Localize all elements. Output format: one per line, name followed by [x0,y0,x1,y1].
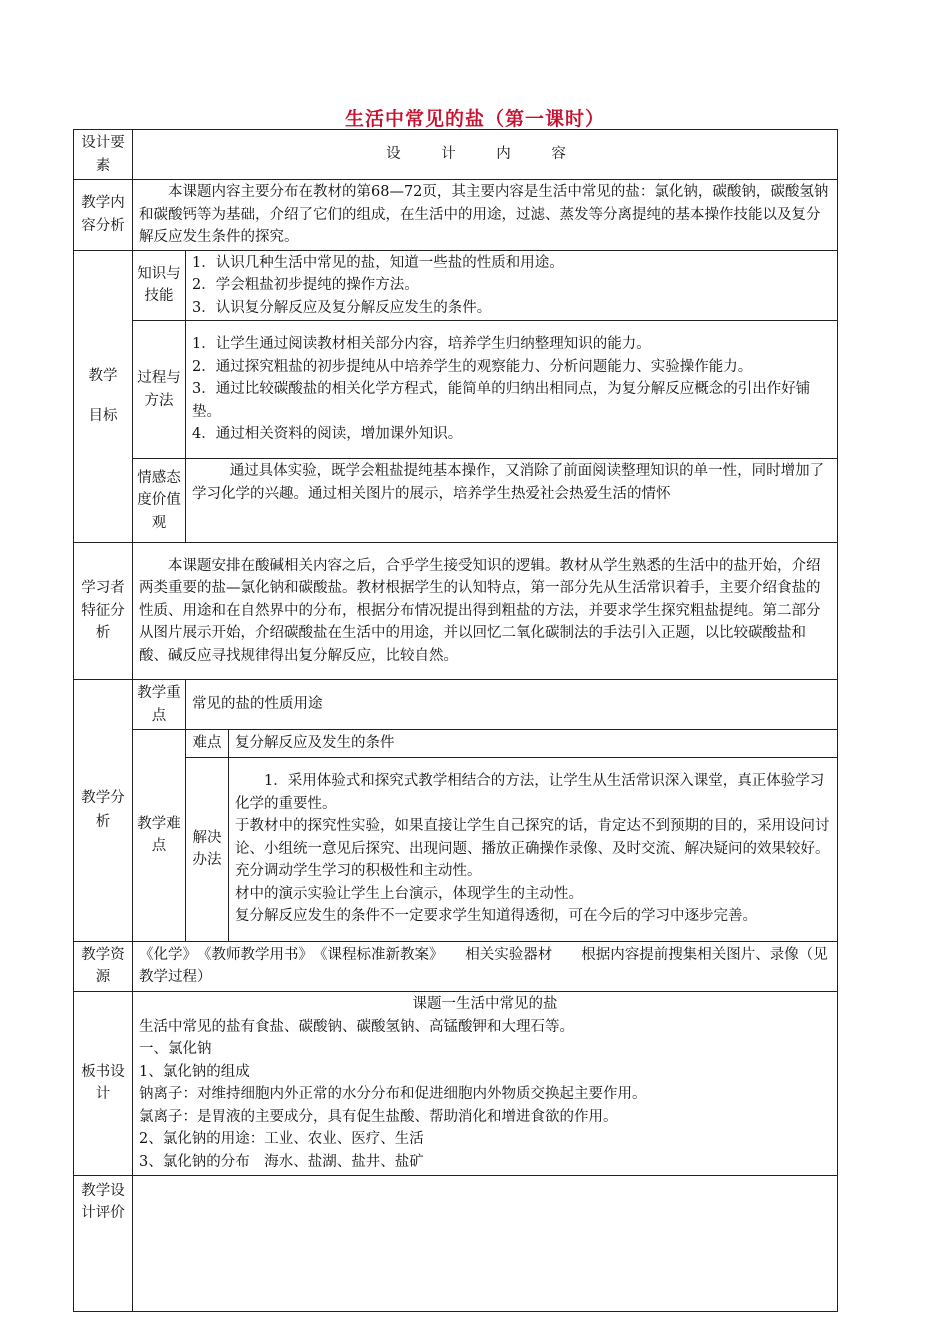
learner-analysis-row [74,543,838,680]
method-list [229,757,838,941]
board-line: 一、氯化钠 [139,1041,212,1057]
learner-analysis-label: 学习者特征分析 [74,543,133,680]
method-row [74,757,838,941]
resources-label: 教学资源 [74,941,133,991]
board-line: 2、氯化钠的用途：工业、农业、医疗、生活 [139,1131,424,1147]
knowledge-row [74,250,838,321]
difficulty-label: 教学难点 [133,730,186,942]
header-row [74,130,838,180]
method-item: 复分解反应发生的条件不一定要求学生知道得透彻，可在今后的学习中逐步完善。 [235,908,757,925]
process-item: 2．通过探究粗盐的初步提纯从中培养学生的观察能力、分析问题能力、实验操作能力。 [192,358,753,375]
key-point-text: 常见的盐的性质用途 [186,680,838,730]
board-line: 氯离子：是胃液的主要成分，具有促生盐酸、帮助消化和增进食欲的作用。 [139,1108,618,1125]
process-item: 3．通过比较碳酸盐的相关化学方程式，能简单的归纳出相同点，为复分解反应概念的引出作好铺垫。 [192,381,811,420]
method-label: 解决办法 [186,757,229,941]
key-point-row [74,680,838,730]
board-line: 3、氯化钠的分布 海水、盐湖、盐井、盐矿 [139,1153,424,1170]
board-line: 钠离子：对维持细胞内外正常的水分分布和促进细胞内外物质交换起主要作用。 [139,1086,647,1102]
emotion-text: 通过具体实验，既学会粗盐提纯基本操作，又消除了前面阅读整理知识的单一性，同时增加了学习化学的兴趣。通过相关图片的展示，培养学生热爱社会热爱生活的情怀 [186,459,838,543]
content-analysis-text: 本课题内容主要分布在教材的第68—72页，其主要内容是生活中常见的盐：氯化钠，碳酸钠，碳酸氢钠和碳酸钙等为基础，介绍了它们的组成，在生活中的用途，过滤、蒸发等分离提纯的基本操作技能以及复分解反应发生条件的探究。 [133,180,838,251]
header-label: 设计要素 [74,130,133,180]
board-line: 生活中常见的盐有食盐、碳酸钠、碳酸氢钠、高锰酸钾和大理石等。 [139,1018,574,1035]
key-point-label: 教学重点 [133,680,186,730]
difficulty-point-label: 难点 [186,730,229,758]
resources-row [74,941,838,991]
teaching-analysis-label: 教学分析 [74,680,133,942]
knowledge-item: 2．学会粗盐初步提纯的操作方法。 [192,277,419,293]
board-label: 板书设计 [74,991,133,1175]
method-item: 材中的演示实验让学生上台演示，体现学生的主动性。 [235,885,583,902]
lesson-plan-table [73,129,838,1312]
knowledge-item: 1．认识几种生活中常见的盐，知道一些盐的性质和用途。 [192,254,564,271]
process-item: 4．通过相关资料的阅读，增加课外知识。 [192,426,463,443]
board-heading: 课题一生活中常见的盐 [412,996,558,1012]
method-item: 于教材中的探究性实验，如果直接让学生自己探究的话，肯定达不到预期的目的，采用设问讨论、小组统一意见后探究、出现问题、播放正确操作录像、及时交流、解决疑问的效果较好。充分调动学生学习的积极性和主动性。 [235,818,830,880]
process-item: 1．让学生通过阅读教材相关部分内容，培养学生归纳整理知识的能力。 [192,336,651,353]
process-list [186,321,838,459]
emotion-row [74,459,838,543]
knowledge-item: 3．认识复分解反应及复分解反应发生的条件。 [192,299,492,316]
evaluation-row [74,1175,838,1311]
difficulty-row [74,730,838,758]
resources-text: 《化学》 《教师教学用书》 《课程标准新教案》 相关实验器材 根据内容提前搜集相关图片、录像（见教学过程） [133,941,838,991]
evaluation-label: 教学设计评价 [74,1175,133,1311]
objectives-label: 教学目标 [74,250,133,543]
knowledge-label: 知识与技能 [133,250,186,321]
method-item: 1．采用体验式和探究式教学相结合的方法，让学生从生活常识深入课堂，真正体验学习化学的重要性。 [235,773,825,812]
emotion-label: 情感态度价值观 [133,459,186,543]
difficulty-point-text: 复分解反应及发生的条件 [229,730,838,758]
content-analysis-row [74,180,838,251]
learner-analysis-text: 本课题安排在酸碱相关内容之后，合乎学生接受知识的逻辑。教材从学生熟悉的生活中的盐开始，介绍两类重要的盐—氯化钠和碳酸盐。教材根据学生的认知特点，第一部分先从生活常识着手，主要介绍食盐的性质、用途和在自然界中的分布，根据分布情况提出得到粗盐的方法，并要求学生探究粗盐提纯。第二部分从图片展示开始，介绍碳酸盐在生活中的用途，并以回忆二氧化碳制法的手法引入正题，以比较碳酸盐和酸、碱反应寻找规律得出复分解反应，比较自然。 [133,543,838,680]
page-title: 生活中常见的盐（第一课时） [344,108,605,130]
board-line: 1、氯化钠的组成 [139,1063,250,1080]
header-content: 设 计 内 容 [133,130,838,180]
content-analysis-label: 教学内容分析 [74,180,133,251]
evaluation-text [133,1175,838,1311]
board-row [74,991,838,1175]
process-row [74,321,838,459]
board-content [133,991,838,1175]
knowledge-list [186,250,838,321]
process-label: 过程与方法 [133,321,186,459]
